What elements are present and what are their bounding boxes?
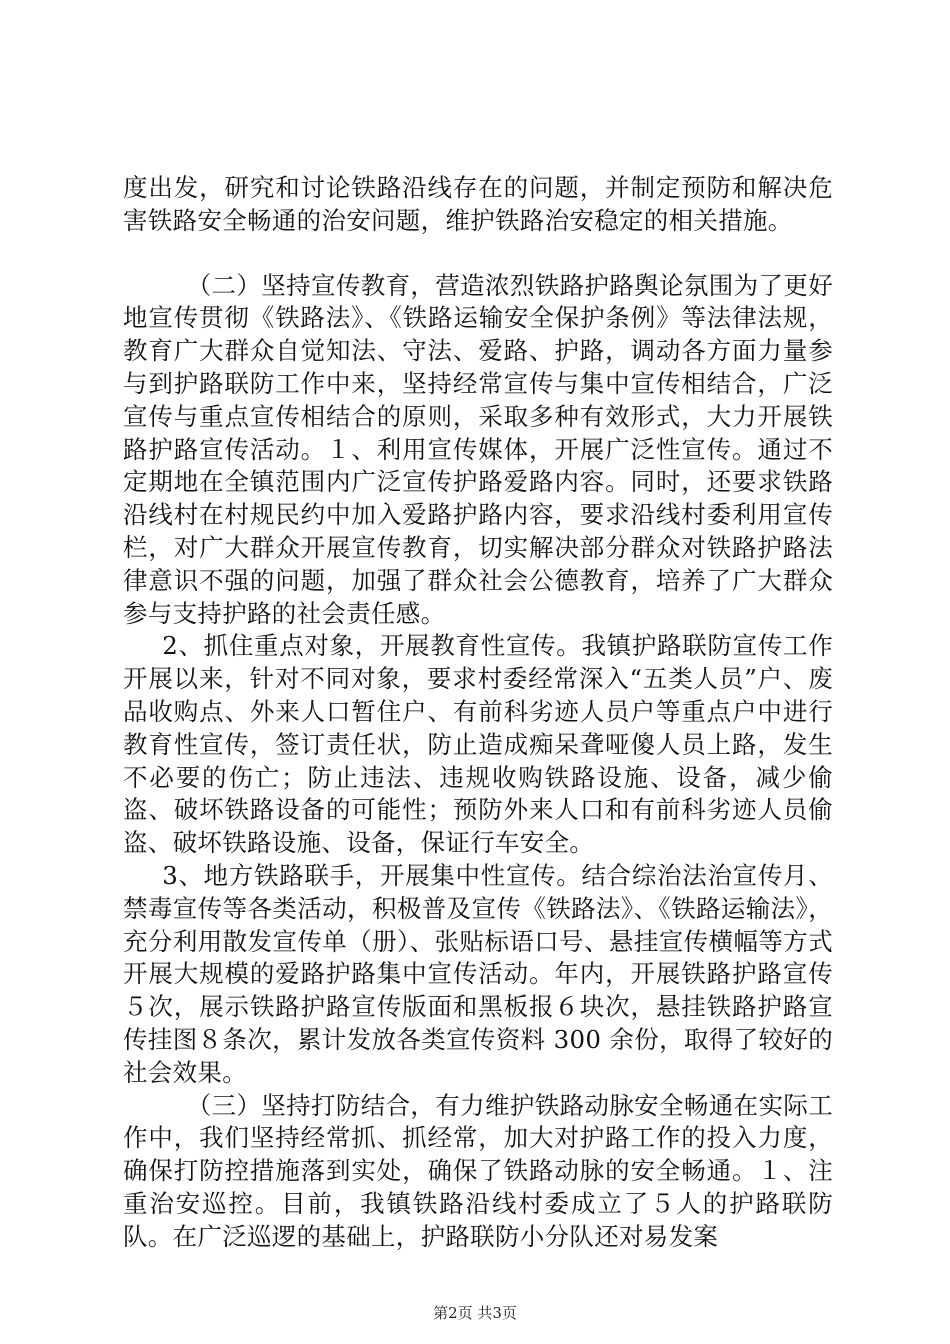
paragraph-section-2: （二）坚持宣传教育，营造浓烈铁路护路舆论氛围为了更好地宣传贯彻《铁路法》、《铁路运输安全保护条例》等法律法规，教育广大群众自觉知法、守法、爱路、护路，调动各方面力量参与到护路联防工作中来，坚持经常宣传与集中宣传相结合，广泛宣传与重点宣传相结合的原则，采取多种有效形式，大力开展铁路护路宣传活动。１、利用宣传媒体，开展广泛性宣传。通过不定期地在全镇范围内广泛宣传护路爱路内容。同时，还要求铁路沿线村在村规民约中加入爱路护路内容，要求沿线村委利用宣传栏，对广大群众开展宣传教育，切实解决部分群众对铁路护路法律意识不强的问题，加强了群众社会公德教育，培养了广大群众参与支持护路的社会责任感。 bbox=[123, 270, 833, 628]
paragraph-item-2: 2、抓住重点对象，开展教育性宣传。我镇护路联防宣传工作开展以来，针对不同对象，要求村委经常深入“五类人员”户、废品收购点、外来人口暂住户、有前科劣迹人员户等重点户中进行教育性宣传，签订责任状，防止造成痴呆聋哑傻人员上路，发生不必要的伤亡；防止违法、违规收购铁路设施、设备，减少偷盗、破坏铁路设备的可能性；预防外来人口和有前科劣迹人员偷盗、破坏铁路设施、设备，保证行车安全。 bbox=[123, 631, 833, 858]
paragraph-section-3: （三）坚持打防结合，有力维护铁路动脉安全畅通在实际工作中，我们坚持经常抓、抓经常，加大对护路工作的投入力度，确保打防控措施落到实处，确保了铁路动脉的安全畅通。１、注重治安巡控。目前，我镇铁路沿线村委成立了５人的护路联防队。在广泛巡逻的基础上，护路联防小分队还对易发案 bbox=[123, 1090, 833, 1251]
page-footer: 第2页 共3页 bbox=[433, 1304, 517, 1322]
paragraph-continuation: 度出发，研究和讨论铁路沿线存在的问题，并制定预防和解决危害铁路安全畅通的治安问题，维护铁路治安稳定的相关措施。 bbox=[123, 173, 833, 235]
paragraph-item-3: 3、地方铁路联手，开展集中性宣传。结合综治法治宣传月、禁毒宣传等各类活动，积极普及宣传《铁路法》、《铁路运输法》，充分利用散发宣传单（册）、张贴标语口号、悬挂宣传横幅等方式开展大规模的爱路护路集中宣传活动。年内，开展铁路护路宣传５次，展示铁路护路宣传版面和黑板报６块次，悬挂铁路护路宣传挂图８条次，累计发放各类宣传资料 300 余份，取得了较好的社会效果。 bbox=[123, 860, 833, 1087]
document-body bbox=[123, 172, 833, 1254]
